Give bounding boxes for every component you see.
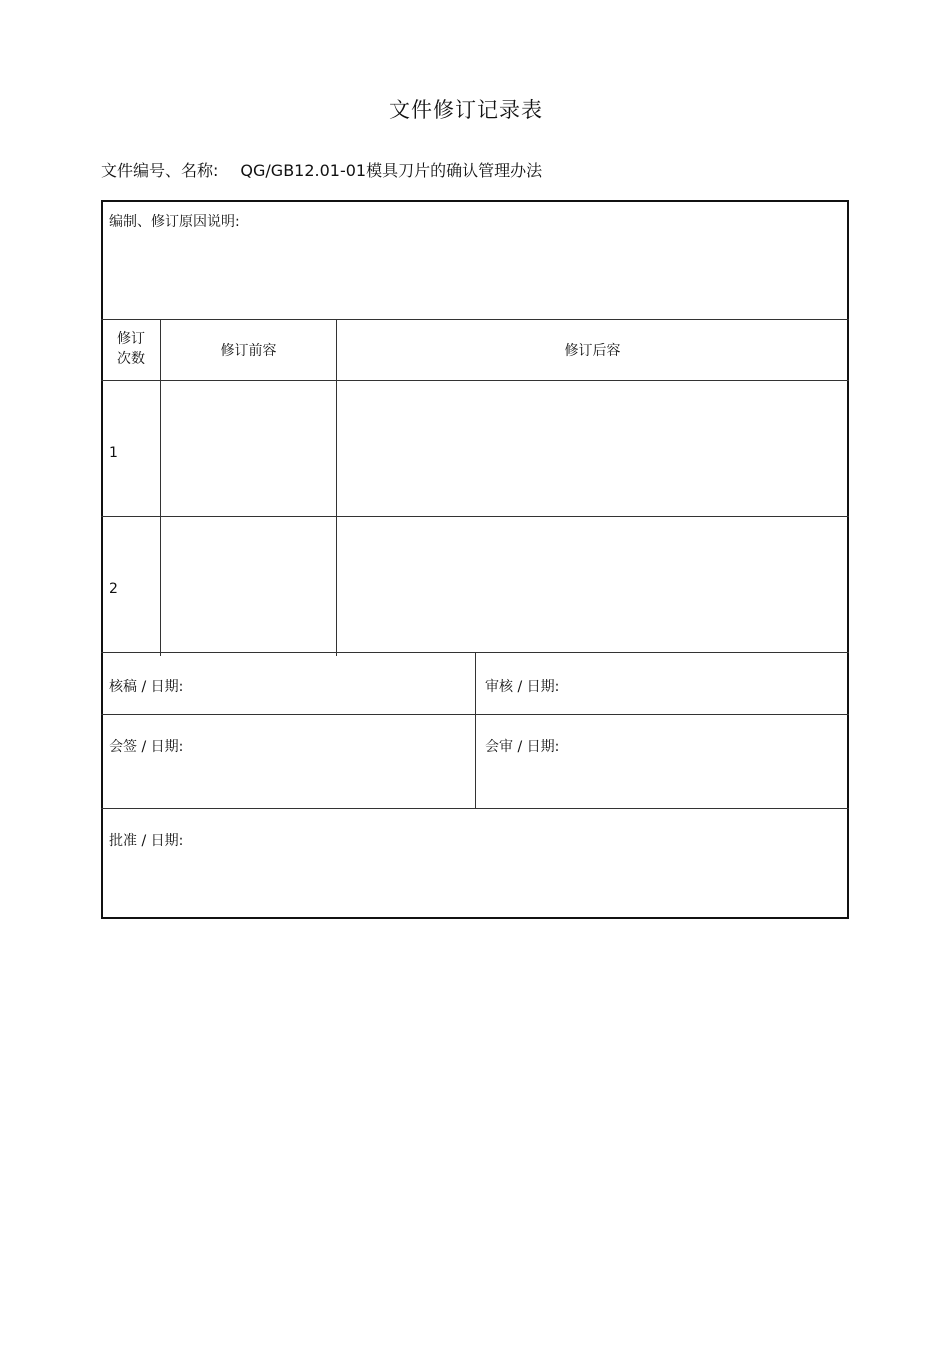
column-divider-count (160, 319, 161, 656)
document-title: 文件修订记录表 (389, 98, 543, 122)
draft-date-label: 核稿 / 日期: (109, 679, 184, 695)
divider-after-row-1 (101, 516, 849, 517)
row-2-number: 2 (109, 581, 118, 597)
reason-label: 编制、修订原因说明: (109, 214, 240, 230)
file-id-label: 文件编号、名称: (101, 161, 219, 180)
joint-review-date-label: 会审 / 日期: (485, 739, 560, 755)
revision-form-frame (101, 200, 849, 919)
header-revision-count-line2: 次数 (117, 351, 145, 367)
file-id-line (101, 158, 542, 181)
row-1-number: 1 (109, 445, 118, 461)
divider-after-header (101, 380, 849, 381)
divider-after-countersign-row (101, 808, 849, 809)
approve-date-label: 批准 / 日期: (109, 833, 184, 849)
column-divider-signatures (475, 652, 476, 808)
header-before-content: 修订前容 (220, 343, 277, 359)
divider-after-reason (101, 319, 849, 320)
header-revision-count-line1: 修订 (117, 331, 145, 347)
file-id-value: QG/GB12.01-01模具刀片的确认管理办法 (240, 161, 543, 180)
column-divider-before (336, 319, 337, 656)
countersign-date-label: 会签 / 日期: (109, 739, 184, 755)
header-revision-count (103, 329, 159, 369)
header-after-content: 修订后容 (564, 343, 621, 359)
review-date-label: 审核 / 日期: (485, 679, 560, 695)
